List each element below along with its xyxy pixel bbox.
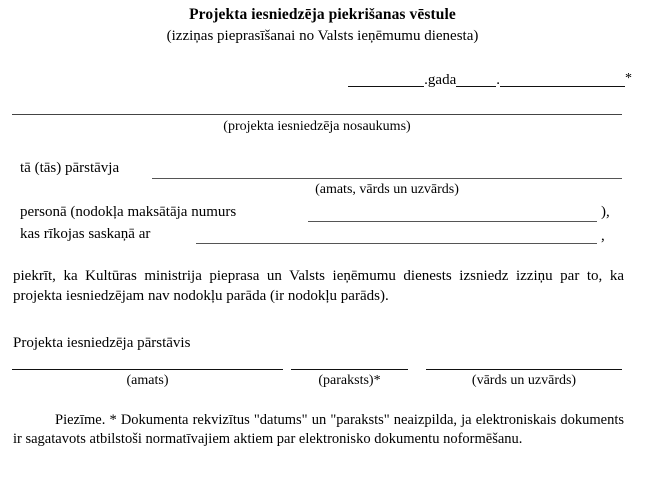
date-year-field[interactable]: [348, 86, 424, 87]
signature-name-rule[interactable]: [426, 369, 622, 370]
signature-position-caption: (amats): [126, 373, 169, 388]
taxpayer-number-trailing: ),: [601, 204, 610, 220]
signature-sign-rule[interactable]: [291, 369, 408, 370]
taxpayer-number-label: personā (nodokļa maksātāja numurs: [20, 204, 237, 220]
signature-name-caption: (vārds un uzvārds): [471, 373, 577, 388]
page-subtitle: (izziņas pieprasīšanai no Valsts ieņēmumu dienesta): [166, 27, 479, 44]
date-line: [0, 71, 645, 90]
date-month-field[interactable]: [456, 86, 496, 87]
representative-label: tā (tās) pārstāvja: [20, 160, 120, 176]
page-title: Projekta iesniedzēja piekrišanas vēstule: [189, 6, 456, 23]
signature-section-heading: Projekta iesniedzēja pārstāvis: [13, 335, 191, 351]
date-year-label: .gada: [424, 72, 457, 88]
date-footnote-marker: *: [625, 71, 632, 86]
applicant-name-rule[interactable]: [12, 114, 622, 115]
signature-sign-caption: (paraksts)*: [318, 373, 381, 388]
authority-input-line[interactable]: [196, 243, 597, 244]
authority-label: kas rīkojas saskaņā ar: [20, 226, 151, 242]
title-block: [0, 6, 645, 45]
taxpayer-number-input-line[interactable]: [308, 221, 597, 222]
date-place-field[interactable]: [500, 86, 625, 87]
applicant-name-caption: (projekta iesniedzēja nosaukums): [223, 119, 411, 134]
date-dot-label: .: [496, 72, 500, 88]
authority-trailing: ,: [601, 228, 605, 244]
representative-caption: (amats, vārds un uzvārds): [315, 182, 459, 197]
footnote-note: Piezīme. * Dokumenta rekvizītus "datums" un "paraksts" neaizpilda, ja elektroniskais dokuments ir sagatavots atbilstoši normatīvajiem aktiem par elektronisko dokumentu noformēšanu.: [13, 412, 624, 448]
signature-position-rule[interactable]: [12, 369, 283, 370]
representative-input-line[interactable]: [152, 178, 622, 179]
consent-paragraph: piekrīt, ka Kultūras ministrija pieprasa un Valsts ieņēmumu dienests izsniedz izziņu par to, ka projekta iesniedzējam nav nodokļu parāda (ir nodokļu parāds).: [13, 268, 624, 304]
